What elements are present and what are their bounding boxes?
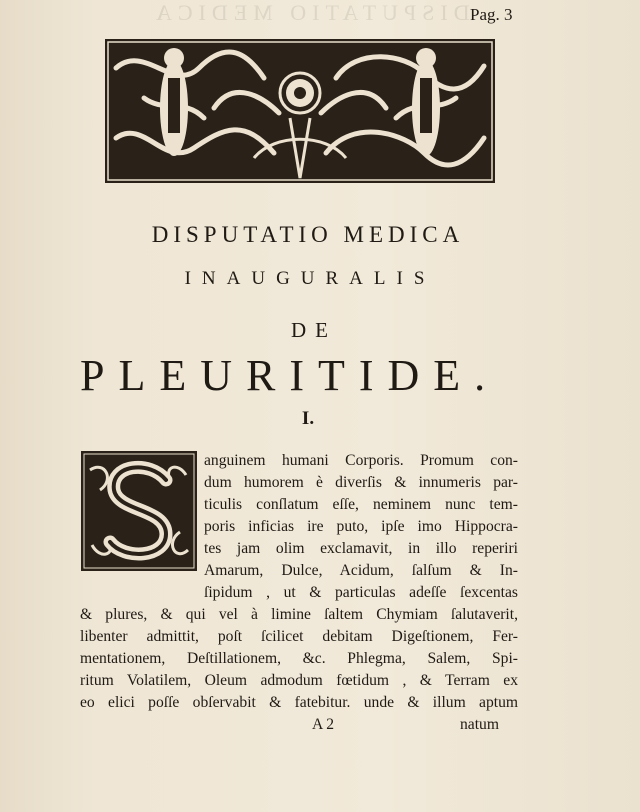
title-line-1: DISPUTATIO MEDICA	[151, 222, 465, 247]
text-line: poris inficias ire puto, ipſe imo Hippocra-	[204, 518, 518, 535]
text-line: Amarum, Dulce, Acidum, ſalſum & In-	[204, 562, 518, 579]
text-line: & plures, & qui vel à limine ſaltem Chymiam ſalutaverit,	[80, 606, 518, 623]
decorated-initial-s	[80, 450, 198, 572]
text-line: dum humorem è diverſis & innumeris par-	[204, 474, 518, 491]
ornamental-headpiece	[104, 38, 496, 184]
bleed-through-text: DISPUTATIO MEDICA	[150, 0, 470, 25]
page-number: Pag. 3	[470, 5, 513, 24]
title-line-4: PLEURITIDE.	[80, 351, 500, 400]
signature-mark: A 2	[312, 716, 335, 733]
text-line: ticulis conſlatum eſſe, neminem nunc tem-	[204, 496, 518, 513]
text-line: ritum Volatilem, Oleum admodum fœtidum , & Terram ex	[80, 672, 518, 689]
text-line: anguinem humani Corporis. Promum con-	[204, 452, 518, 469]
catchword: natum	[460, 716, 499, 733]
text-line: libenter admittit, poſt ſcilicet debitam Digeſtionem, Fer-	[80, 628, 518, 645]
text-line: eo elici poſſe obſervabit & fatebitur. unde & illum aptum	[80, 694, 518, 711]
title-line-2: INAUGURALIS	[184, 268, 436, 289]
text-line: tes jam olim exclamavit, in illo reperiri	[204, 540, 518, 557]
text-line: ſipidum , ut & particulas adeſſe ſexcentas	[204, 584, 518, 601]
section-number: I.	[301, 408, 315, 429]
title-line-3: DE	[291, 318, 337, 342]
text-line: mentationem, Deſtillationem, &c. Phlegma, Salem, Spi-	[80, 650, 518, 667]
